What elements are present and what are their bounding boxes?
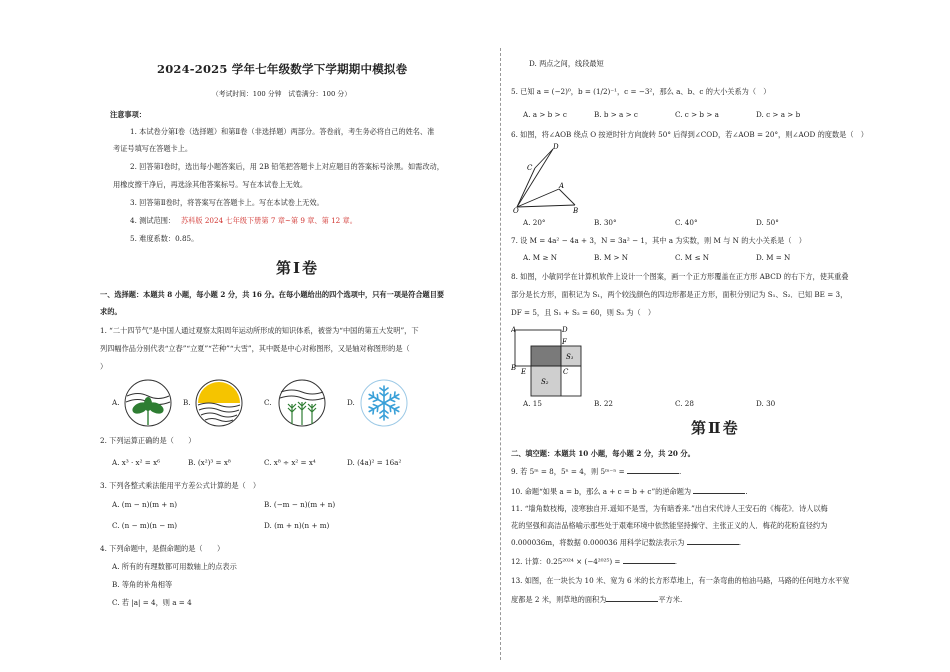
question-3: 3. 下列各整式乘法能用平方差公式计算的是（ ）	[100, 481, 261, 490]
question-6: 6. 如图，将∠AOB 绕点 O 按逆时针方向旋转 50° 后得到∠COD，若∠AOB = 20°，则∠AOD 的度数是（ ）	[511, 130, 868, 139]
option-b[interactable]: B.	[183, 398, 191, 407]
q4-option-a[interactable]: A. 所有的有理数都可用数轴上的点表示	[112, 562, 237, 571]
answer-blank[interactable]	[693, 486, 745, 494]
answer-blank[interactable]	[627, 466, 679, 474]
note-line: 2. 回答第Ⅰ卷时，选出每小题答案后，用 2B 铅笔把答题卡上对应题目的答案标号涂黑。如需改动，	[130, 162, 444, 171]
point-a-label: A	[559, 182, 565, 190]
question-8: 部分是长方形，面积记为 S₁，两个较浅颜色的四边形都是正方形，面积分别记为 S₁、S₂．已知 BE = 3，	[511, 290, 848, 299]
q2-option-d[interactable]: D. (4a)² = 16a²	[347, 458, 402, 467]
q7-option-a[interactable]: A. M ≥ N	[523, 253, 558, 262]
question-9: 9. 若 5ᵐ = 8，5ⁿ = 4，则 5ᵐ⁻ⁿ = .	[511, 467, 682, 476]
q6-option-c[interactable]: C. 40°	[675, 218, 698, 227]
question-11: 0.000036m，将数据 0.000036 用科学记数法表示为 .	[511, 538, 742, 547]
q2-option-c[interactable]: C. x⁸ ÷ x² = x⁴	[264, 458, 316, 467]
s2-label: S₂	[541, 378, 549, 386]
section-heading: 二、填空题：本题共 10 小题，每小题 2 分，共 20 分。	[511, 449, 695, 458]
grain-ear-icon	[277, 378, 327, 432]
point-c-label: C	[563, 368, 569, 376]
question-8: DF = 5，且 S₁ + S₂ = 60，则 S₃ 为（ ）	[511, 308, 656, 317]
note-line: 用橡皮擦干净后，再选涂其他答案标号。写在本试卷上无效。	[113, 180, 308, 189]
q4-option-b[interactable]: B. 等角的补角相等	[112, 580, 173, 589]
question-1: 列四幅作品分别代表“立春”“立夏”“芒种”“大雪”，其中既是中心对称图形，又是轴对称图形的是（	[100, 344, 410, 353]
q5-option-c[interactable]: C. c > b > a	[675, 110, 719, 119]
point-b-label: B	[573, 207, 579, 213]
q3-option-b[interactable]: B. (−m − n)(m + n)	[264, 500, 336, 509]
q5-option-a[interactable]: A. a > b > c	[523, 110, 567, 119]
snowflake-icon	[359, 378, 409, 432]
test-range: 苏科版 2024 七年级下册第 7 章~第 9 章、第 12 章。	[181, 216, 357, 225]
option-d[interactable]: D.	[347, 398, 355, 407]
question-8: 8. 如图，小敏同学在计算机软件上设计一个图案，画一个正方形覆盖在正方形 ABCD 的右下方，使其重叠	[511, 272, 849, 281]
q8-option-a[interactable]: A. 15	[523, 399, 542, 408]
q8-option-c[interactable]: C. 28	[675, 399, 694, 408]
spring-leaves-icon	[123, 378, 173, 432]
section-heading: 一、选择题：本题共 8 小题，每小题 2 分，共 16 分。在每小题给出的四个选项中，只有一项是符合题目要	[100, 290, 445, 299]
point-o-label: O	[513, 207, 519, 213]
question-12: 12. 计算：0.25²⁰²⁴ × (−4²⁰²⁵) = .	[511, 557, 678, 566]
option-c[interactable]: C.	[264, 398, 272, 407]
note-line: 1. 本试卷分第Ⅰ卷（选择题）和第Ⅱ卷（非选择题）两部分。答卷前，考生务必将自己的姓名、准	[130, 127, 435, 136]
question-4: 4. 下列命题中，是假命题的是（ ）	[100, 544, 225, 553]
question-10: 10. 命题“如果 a = b，那么 a + c = b + c”的逆命题为 .	[511, 487, 748, 496]
question-1: ）	[100, 362, 108, 371]
q3-option-a[interactable]: A. (m − n)(m + n)	[112, 500, 178, 509]
question-7: 7. 设 M = 4a² − 4a + 3，N = 3a² − 1，其中 a 为实数，则 M 与 N 的大小关系是（ ）	[511, 236, 806, 245]
question-13: 13. 如图，在一块长为 10 米、宽为 6 米的长方形草地上，有一条弯曲的柏油马路，马路的任何地方水平宽	[511, 576, 850, 585]
q4-option-d[interactable]: D. 两点之间，线段最短	[529, 59, 604, 68]
q6-option-b[interactable]: B. 30°	[594, 218, 617, 227]
answer-blank[interactable]	[623, 556, 675, 564]
q5-option-b[interactable]: B. b > a > c	[594, 110, 638, 119]
question-5: 5. 已知 a = (−2)⁰，b = (1/2)⁻¹，c = −3²，那么 a、b、c 的大小关系为（ ）	[511, 87, 771, 96]
column-divider	[500, 48, 501, 660]
q4-option-c[interactable]: C. 若 |a| = 4，则 a = 4	[112, 598, 192, 607]
note-line: 5. 难度系数：0.85。	[130, 234, 199, 243]
exam-title: 2024-2025 学年七年级数学下学期期中模拟卷	[157, 62, 408, 76]
question-1: 1. “二十四节气”是中国人通过观察太阳周年运动所形成的知识体系，被誉为“中国的第五大发明”，下	[100, 326, 419, 335]
answer-blank[interactable]	[606, 594, 658, 602]
exam-subtitle: （考试时间：100 分钟 试卷满分：100 分）	[212, 90, 352, 98]
q8-option-d[interactable]: D. 30	[756, 399, 776, 408]
point-a-label: A	[511, 326, 517, 334]
question-11: 花的坚强和高洁品格喻示那些处于艰难环境中依然能坚持操守、主张正义的人．梅花的花粉直径约为	[511, 521, 828, 530]
q6-option-a[interactable]: A. 20°	[523, 218, 546, 227]
note-line: 考证号填写在答题卡上。	[113, 144, 193, 153]
q5-option-d[interactable]: D. c > a > b	[756, 110, 801, 119]
q7-option-c[interactable]: C. M ≤ N	[675, 253, 710, 262]
q2-option-b[interactable]: B. (x²)³ = x⁸	[188, 458, 231, 467]
q3-option-d[interactable]: D. (m + n)(n + m)	[264, 521, 330, 530]
point-d-label: D	[562, 326, 568, 334]
s1-label: S₁	[566, 353, 574, 361]
question-11: 11. “墙角数枝梅，凌寒独自开.遥知不是雪，为有暗香来.”出自宋代诗人王安石的《梅花》．诗人以梅	[511, 504, 828, 513]
question-2: 2. 下列运算正确的是（ ）	[100, 436, 196, 445]
q8-option-b[interactable]: B. 22	[594, 399, 613, 408]
point-d-label: D	[553, 143, 559, 151]
note-line: 3. 回答第Ⅱ卷时，将答案写在答题卡上。写在本试卷上无效。	[130, 198, 324, 207]
q3-option-c[interactable]: C. (n − m)(n − m)	[112, 521, 178, 530]
part-1-label: 第Ⅰ卷	[276, 259, 320, 277]
q7-option-b[interactable]: B. M > N	[594, 253, 629, 262]
rotation-angle-figure	[513, 143, 583, 217]
point-c-label: C	[527, 164, 533, 172]
part-2-label: 第Ⅱ卷	[691, 419, 740, 437]
q2-option-a[interactable]: A. x³ · x² = x⁶	[112, 458, 161, 467]
answer-blank[interactable]	[687, 537, 739, 545]
note-line: 4. 测试范围：	[130, 216, 176, 225]
q7-option-d[interactable]: D. M = N	[756, 253, 791, 262]
point-f-label: F	[562, 338, 567, 346]
section-heading: 求的。	[100, 307, 122, 316]
summer-sun-icon	[194, 378, 244, 432]
notes-heading: 注意事项：	[110, 110, 146, 119]
q6-option-d[interactable]: D. 50°	[756, 218, 779, 227]
option-a[interactable]: A.	[112, 398, 120, 407]
point-e-label: E	[521, 368, 527, 376]
question-13: 度都是 2 米，则草地的面积为 平方米.	[511, 595, 683, 604]
point-b-label: B	[511, 364, 517, 372]
overlapping-squares-figure	[511, 322, 591, 404]
